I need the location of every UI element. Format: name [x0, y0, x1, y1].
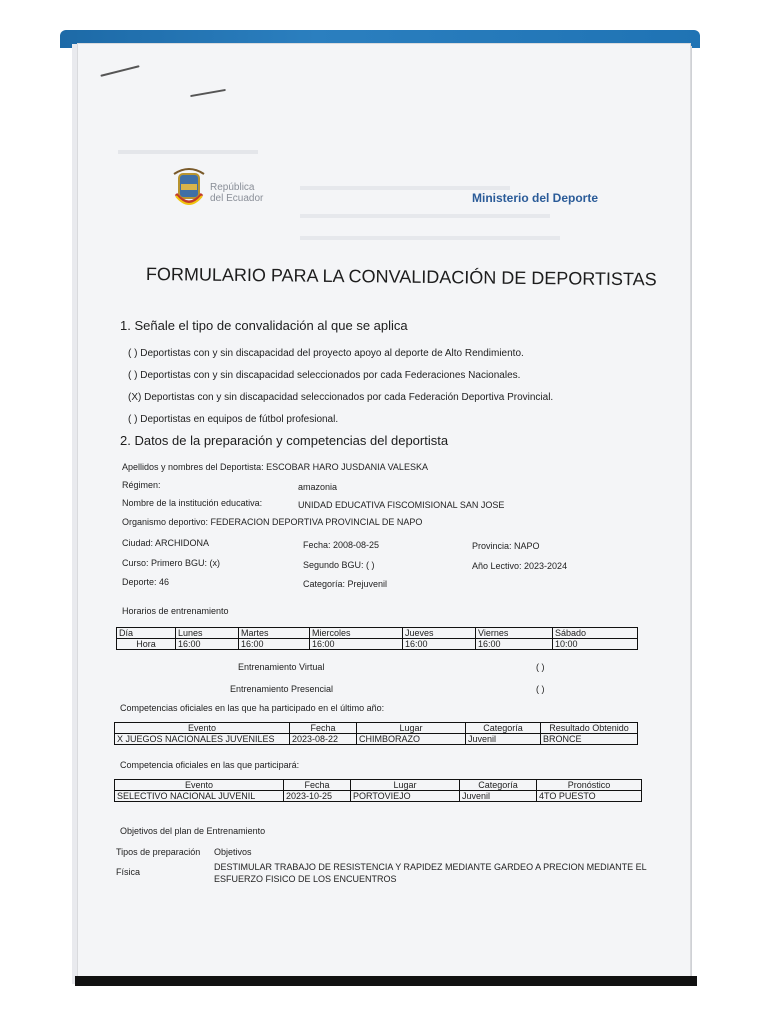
table-cell: Sábado [553, 628, 638, 639]
table-cell: Jueves [403, 628, 476, 639]
table-cell: Día [117, 628, 176, 639]
second-bgu: Segundo BGU: ( ) [303, 560, 375, 570]
competitions-heading: Competencias oficiales en las que ha participado en el último año: [120, 703, 385, 713]
ministry-name: Ministerio del Deporte [472, 191, 599, 205]
institution-value: UNIDAD EDUCATIVA FISCOMISIONAL SAN JOSE [298, 500, 505, 510]
physical-objective-line-2: ESFUERZO FISICO DE LOS ENCUENTROS [214, 874, 397, 884]
athlete-name: Apellidos y nombres del Deportista: ESCOBAR HARO JUSDANIA VALESKA [122, 462, 428, 472]
option-alto-rendimiento: ( ) Deportistas con y sin discapacidad del proyecto apoyo al deporte de Alto Rendimiento. [128, 348, 524, 359]
table-header: Evento [115, 723, 290, 734]
table-header: Pronóstico [537, 780, 642, 791]
objectives-label: Objetivos [214, 847, 252, 857]
table-cell: 10:00 [553, 639, 638, 650]
table-cell: Juvenil [460, 791, 537, 802]
section-1-heading: 1. Señale el tipo de convalidación al que se aplica [120, 318, 408, 333]
option-federacion-provincial: (X) Deportistas con y sin discapacidad seleccionados por cada Federación Deportiva Provincial. [128, 392, 554, 403]
table-header: Categoría [460, 780, 537, 791]
table-cell: 16:00 [176, 639, 239, 650]
dark-surface-edge [75, 976, 697, 986]
category: Categoría: Prejuvenil [303, 579, 388, 589]
sport: Deporte: 46 [122, 577, 170, 587]
table-cell: 16:00 [403, 639, 476, 650]
form-title: FORMULARIO PARA LA CONVALIDACIÓN DE DEPORTISTAS [145, 264, 657, 290]
table-header: Lugar [357, 723, 466, 734]
table-cell: 16:00 [239, 639, 310, 650]
bleed-through-text [300, 214, 550, 218]
section-2-heading: 2. Datos de la preparación y competencias del deportista [120, 433, 449, 448]
table-cell: CHIMBORAZO [357, 734, 466, 745]
table-cell: 16:00 [476, 639, 553, 650]
table-header: Fecha [290, 723, 357, 734]
bleed-through-text [300, 186, 510, 190]
table-cell: Hora [117, 639, 176, 650]
table-cell: Juvenil [466, 734, 541, 745]
physical-label: Física [116, 867, 141, 877]
table-header: Resultado Obtenido [541, 723, 638, 734]
option-federaciones-nacionales: ( ) Deportistas con y sin discapacidad seleccionados por cada Federaciones Nacionales. [128, 370, 521, 381]
table-row [115, 734, 638, 745]
table-header: Fecha [284, 780, 351, 791]
course: Curso: Primero BGU: (x) [122, 558, 221, 568]
bleed-through-text [300, 236, 560, 240]
in-person-training-label: Entrenamiento Presencial [230, 684, 334, 694]
table-cell: 4TO PUESTO [537, 791, 642, 802]
table-row [115, 780, 642, 791]
table-cell: Miercoles [310, 628, 403, 639]
upcoming-competitions-heading: Competencia oficiales en las que participará: [120, 760, 300, 770]
table-header: Lugar [351, 780, 460, 791]
birth-date: Fecha: 2008-08-25 [303, 540, 380, 550]
logo-text: República del Ecuador [210, 182, 264, 204]
table-cell: SELECTIVO NACIONAL JUVENIL [115, 791, 284, 802]
physical-objective-line-1: DESTIMULAR TRABAJO DE RESISTENCIA Y RAPIDEZ MEDIANTE GARDEO A PRECION MEDIANTE EL [214, 862, 647, 872]
table-cell: Lunes [176, 628, 239, 639]
competitions-table [114, 722, 638, 745]
coat-of-arms-icon [170, 164, 208, 212]
table-cell: Martes [239, 628, 310, 639]
sports-organization: Organismo deportivo: FEDERACION DEPORTIVA PROVINCIAL DE NAPO [122, 517, 423, 527]
school-year: Año Lectivo: 2023-2024 [472, 561, 568, 571]
upcoming-competitions-table [114, 779, 642, 802]
in-person-training-mark: ( ) [536, 684, 545, 694]
table-cell: 16:00 [310, 639, 403, 650]
table-row [115, 723, 638, 734]
virtual-training-mark: ( ) [536, 662, 545, 672]
objectives-heading: Objetivos del plan de Entrenamiento [120, 826, 266, 836]
table-cell: PORTOVIEJO [351, 791, 460, 802]
table-header: Categoría [466, 723, 541, 734]
schedule-table [116, 627, 638, 650]
preparation-types-label: Tipos de preparación [116, 847, 201, 857]
table-cell: BRONCE [541, 734, 638, 745]
table-row [115, 791, 642, 802]
virtual-training-label: Entrenamiento Virtual [238, 662, 325, 672]
regimen-value: amazonia [298, 482, 338, 492]
option-futbol-profesional: ( ) Deportistas en equipos de fútbol profesional. [128, 414, 339, 425]
institution-label: Nombre de la institución educativa: [122, 498, 263, 508]
table-row [117, 639, 638, 650]
table-cell: 2023-10-25 [284, 791, 351, 802]
table-cell: X JUEGOS NACIONALES JUVENILES [115, 734, 290, 745]
regimen-label: Régimen: [122, 480, 161, 490]
schedule-heading: Horarios de entrenamiento [122, 606, 229, 616]
province: Provincia: NAPO [472, 541, 540, 551]
city: Ciudad: ARCHIDONA [122, 538, 210, 548]
bleed-through-text [118, 150, 258, 154]
table-row [117, 628, 638, 639]
table-cell: 2023-08-22 [290, 734, 357, 745]
table-header: Evento [115, 780, 284, 791]
table-cell: Viernes [476, 628, 553, 639]
